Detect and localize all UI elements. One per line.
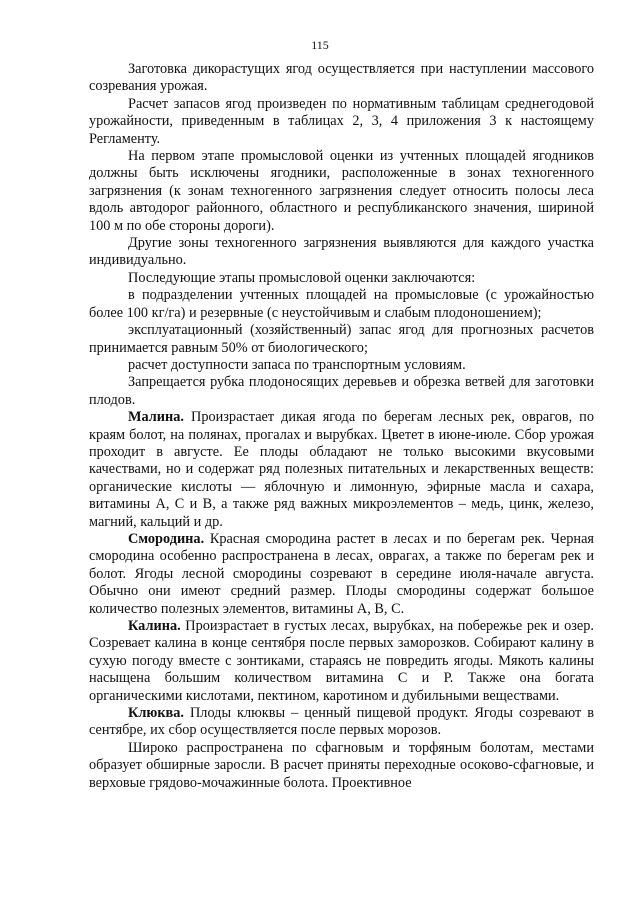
paragraph-klyukva	[89, 705, 594, 740]
paragraph-text: Произрастает в густых лесах, вырубках, на побережье рек и озер. Созревает калина в конце сентября после первых заморозков. Собирают калину в сухую погоду вместе с зонтиками, стараясь не повредить ягоды. Мякоть калины насыщена большим количеством витамина С и Р. Также она богата органическими кислотами, пектином, каротином и дубильными веществами.	[89, 618, 594, 704]
paragraph-malina	[89, 409, 594, 531]
paragraph-text: Красная смородина растет в лесах и по берегам рек. Черная смородина особенно распространена в лесах, оврагах, а также по берегам рек и болот. Ягоды лесной смородины созревают в середине июля-начале августа. Обычно они имеют средний размер. Плоды смородины содержат большое количество полезных элементов, витамины А, В, С.	[89, 530, 594, 617]
paragraph	[89, 96, 594, 148]
paragraph	[89, 374, 594, 409]
paragraph-text: Плоды клюквы – ценный пищевой продукт. Ягоды созревают в сентябре, их сбор осуществляется после первых морозов.	[89, 705, 594, 739]
page-number: 115	[311, 38, 329, 52]
paragraph-smorodina	[89, 531, 594, 618]
body-text	[89, 61, 594, 792]
paragraph-kalina	[89, 618, 594, 705]
run-in-heading: Клюква.	[128, 705, 184, 722]
paragraph-text: Другие зоны техногенного загрязнения выявляются для каждого участка индивидуально.	[89, 235, 594, 269]
paragraph	[89, 322, 594, 357]
paragraph	[89, 357, 594, 374]
paragraph	[89, 148, 594, 235]
paragraph-text: расчет доступности запаса по транспортным условиям.	[128, 356, 466, 373]
paragraph-text: Произрастает дикая ягода по берегам лесных рек, оврагов, по краям болот, на полянах, прогалах и вырубках. Цветет в июне-июле. Сбор урожая проходит в августе. Ее плоды обладают не только высокими вкусовыми качествами, но и содержат ряд полезных питательных и лекарственных веществ: органические кислоты — яблочную и лимонную, эфирные масла и сахара, витамины А, С и В, а также ряд важных микроэлементов – медь, цинк, железо, магний, кальций и др.	[89, 409, 594, 530]
run-in-heading: Калина.	[128, 618, 181, 634]
paragraph	[89, 740, 594, 792]
paragraph	[89, 270, 594, 287]
paragraph	[89, 61, 594, 96]
paragraph-text: Заготовка дикорастущих ягод осуществляется при наступлении массового созревания урожая.	[89, 61, 594, 95]
paragraph-text: Запрещается рубка плодоносящих деревьев и обрезка ветвей для заготовки плодов.	[89, 374, 594, 408]
paragraph	[89, 287, 594, 322]
paragraph-text: Последующие этапы промысловой оценки заключаются:	[128, 269, 476, 286]
paragraph	[89, 235, 594, 270]
run-in-heading: Смородина.	[128, 530, 205, 547]
paragraph-text: На первом этапе промысловой оценки из учтенных площадей ягодников должны быть исключены ягодники, расположенные в зонах техногенного загрязнения (к зонам техногенного загрязнения следует относить полосы леса вдоль автодорог районного, областного и республиканского значения, шириной 100 м по обе стороны дороги).	[89, 148, 594, 234]
paragraph-text: в подразделении учтенных площадей на промысловые (с урожайностью более 100 кг/га) и резервные (с неустойчивым и слабым плодоношением);	[89, 287, 594, 321]
paragraph-text: Широко распространена по сфагновым и торфяным болотам, местами образует обширные заросли. В расчет приняты переходные осоково-сфагновые, и верховые грядово-мочажинные болота. Проективное	[89, 739, 594, 791]
paragraph-text: эксплуатационный (хозяйственный) запас ягод для прогнозных расчетов принимается равным 50% от биологического;	[89, 322, 594, 356]
run-in-heading: Малина.	[128, 409, 184, 426]
paragraph-text: Расчет запасов ягод произведен по нормативным таблицам среднегодовой урожайности, приведенным в таблицах 2, 3, 4 приложения 3 к настоящему Регламенту.	[89, 95, 594, 147]
